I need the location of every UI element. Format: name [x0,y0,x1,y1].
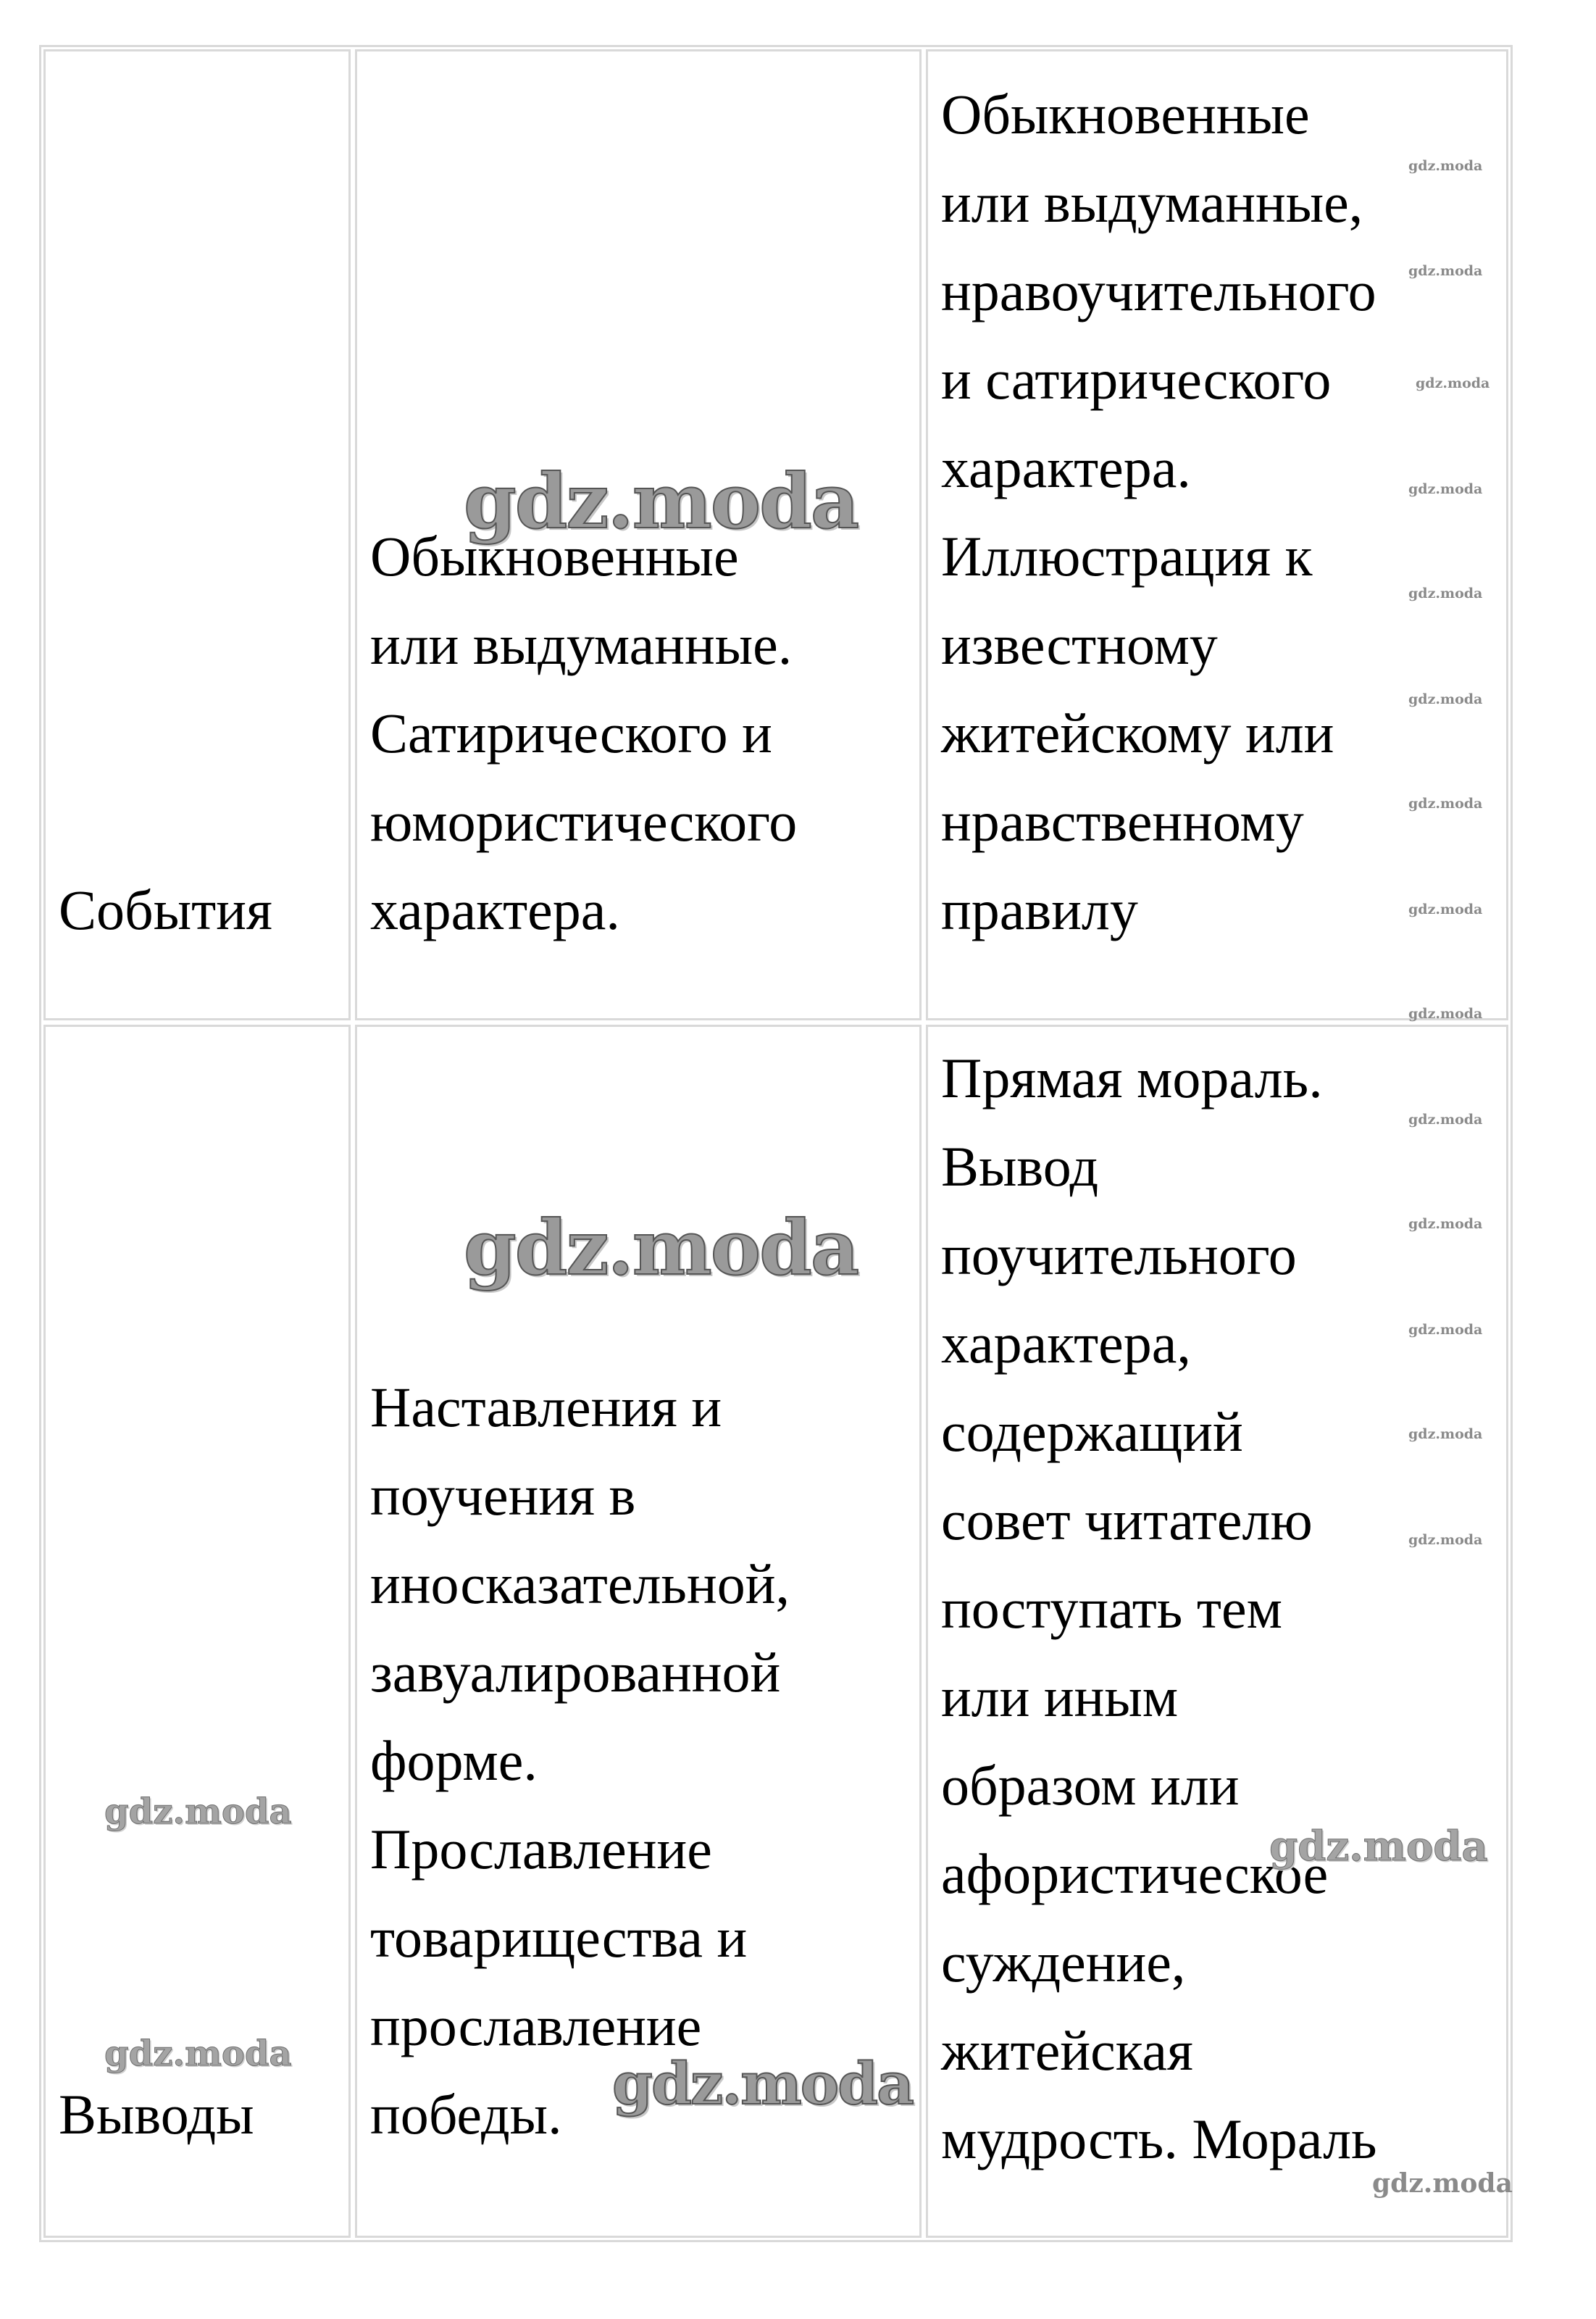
watermark: gdz.moda [1408,1532,1483,1548]
watermark: gdz.moda [1416,375,1490,391]
text-line: характера. [941,436,1191,499]
text-line: Выводы [59,2083,254,2146]
text-line: или иным [941,1665,1179,1728]
text-line: совет читателю [941,1489,1313,1552]
watermark: gdz.moda [1408,1216,1483,1232]
text-line: мудрость. Мораль [941,2107,1377,2170]
watermark: gdz.moda [1408,902,1483,917]
text-line: иносказательной, [370,1552,790,1615]
text-line: суждение, [941,1931,1186,1994]
watermark: gdz.moda [1408,1112,1483,1128]
text-line: Сатирического и [370,701,772,765]
text-line: Обыкновенные [941,83,1310,146]
text-line: Иллюстрация к [941,525,1313,588]
text-line: поучения в [370,1464,636,1527]
row-conclusions-col3-cell [926,1025,1508,2238]
watermark: gdz.moda [1372,2168,1513,2199]
watermark: gdz.moda [1408,691,1483,707]
watermark: gdz.moda [464,457,858,546]
text-line: афористическое [941,1842,1329,1905]
watermark: gdz.moda [104,2033,292,2074]
watermark: gdz.moda [1408,1006,1483,1022]
watermark: gdz.moda [1408,1426,1483,1442]
text-line: житейскому или [941,701,1334,765]
row-events-label-cell [43,49,351,1020]
text-line: Вывод [941,1135,1099,1198]
watermark: gdz.moda [1408,481,1483,497]
watermark: gdz.moda [1408,1322,1483,1338]
row-events-col3-cell [926,49,1508,1020]
text-line: товарищества и [370,1906,748,1969]
text-line: поучительного [941,1223,1297,1286]
text-line: Прямая мораль. [941,1046,1323,1109]
text-line: победы. [370,2083,562,2146]
text-line: поступать тем [941,1577,1282,1640]
text-line: нравоучительного [941,259,1376,322]
watermark: gdz.moda [612,2049,913,2118]
text-line: юмористического [370,790,798,853]
text-line: или выдуманные. [370,613,793,676]
text-line: правилу [941,878,1138,941]
text-line: содержащий [941,1400,1243,1463]
watermark: gdz.moda [1408,796,1483,812]
text-line: События [59,878,272,941]
watermark: gdz.moda [1269,1823,1488,1870]
row-conclusions-label [59,2070,343,2159]
text-line: Обыкновенные [370,525,739,588]
watermark: gdz.moda [1408,263,1483,279]
text-line: и сатирического [941,348,1332,411]
text-line: нравственному [941,790,1304,853]
text-line: характера, [941,1312,1191,1375]
row-events-col2-text [370,512,914,954]
text-line: Прославление [370,1818,712,1881]
text-line: форме. [370,1729,538,1792]
text-line: или выдуманные, [941,171,1363,234]
text-line: завуалированной [370,1641,781,1704]
watermark: gdz.moda [104,1791,292,1832]
row-events-label [59,866,343,954]
text-line: Наставления и [370,1375,722,1439]
row-events-col3-text [941,70,1500,954]
watermark: gdz.moda [1408,158,1483,174]
row-conclusions-col3-text [941,1034,1500,2183]
text-line: известному [941,613,1218,676]
text-line: характера. [370,878,620,941]
row-conclusions-col2-text [370,1363,914,2159]
text-line: житейская [941,2019,1193,2082]
text-line: прославление [370,1994,702,2057]
text-line: образом или [941,1754,1240,1817]
watermark: gdz.moda [1408,586,1483,601]
watermark: gdz.moda [464,1203,858,1292]
